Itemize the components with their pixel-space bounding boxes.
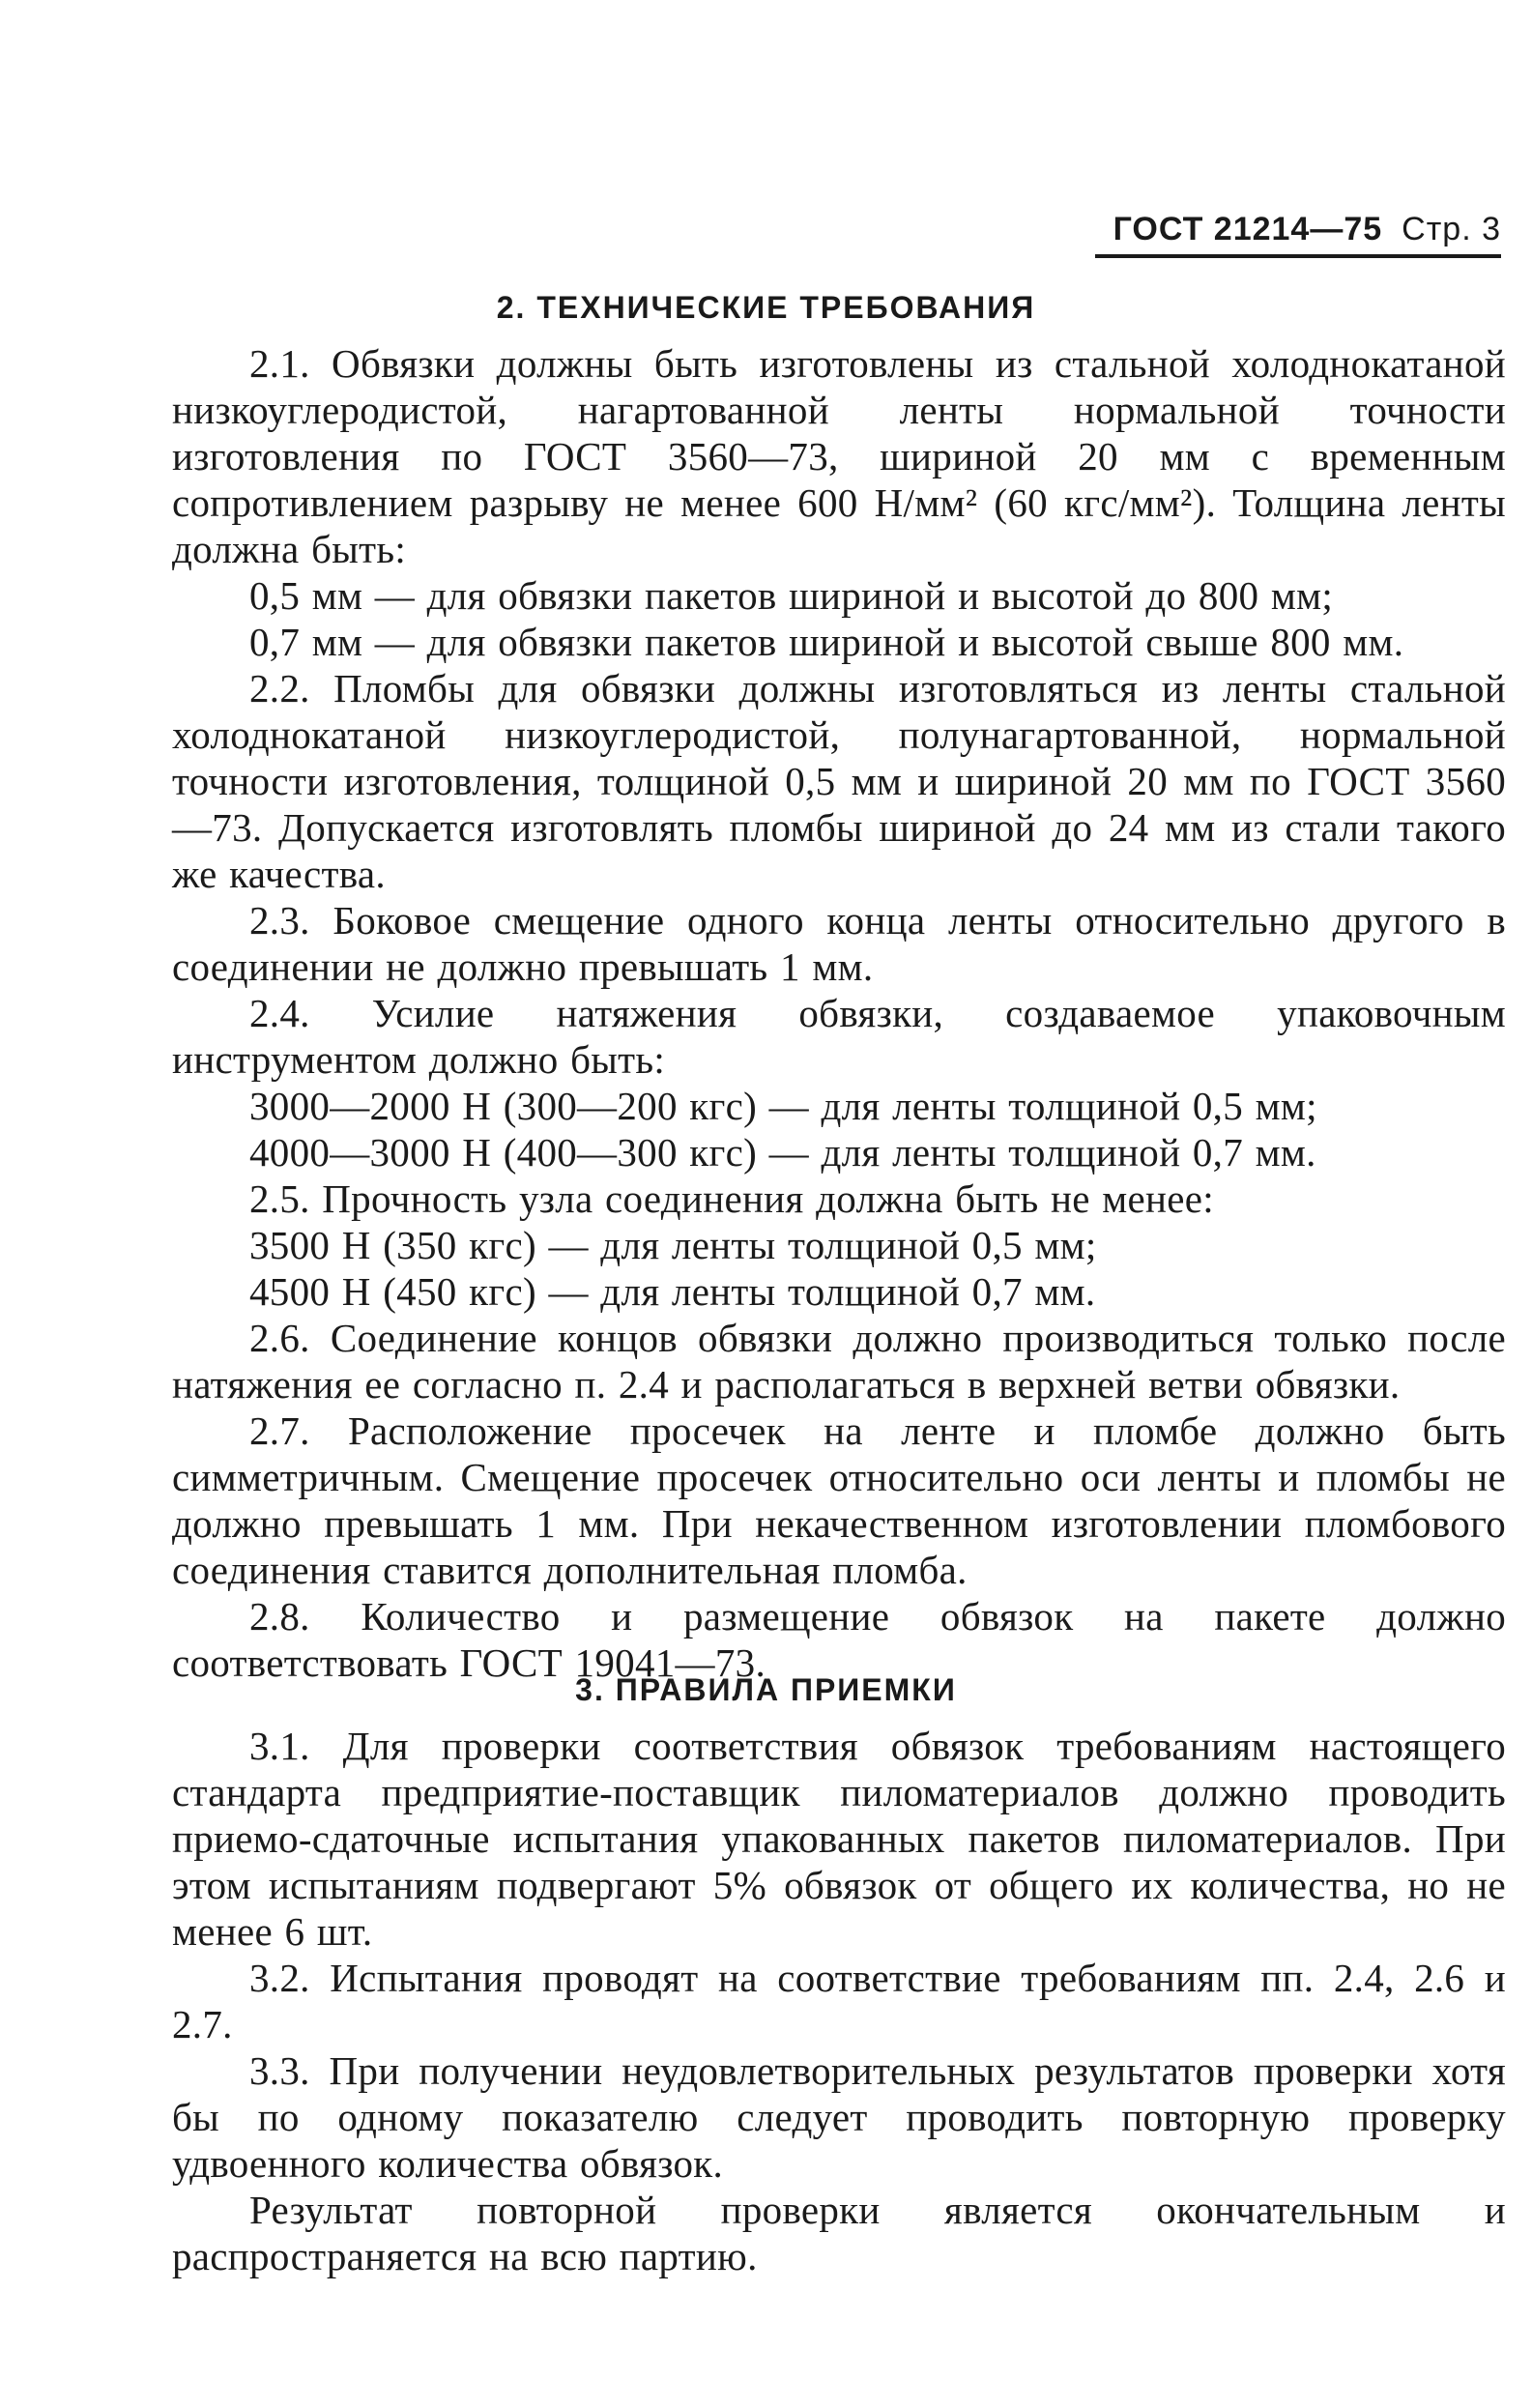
standard-code: ГОСТ 21214—75 (1113, 211, 1383, 247)
paragraph-3-2: 3.2. Испытания проводят на соответствие требованиям пп. 2.4, 2.6 и 2.7. (172, 1956, 1506, 2046)
thickness-item-1: 0,5 мм — для обвязки пакетов шириной и высотой до 800 мм; (249, 573, 1334, 618)
paragraph-3-1: 3.1. Для проверки соответствия обвязок требованиям настоящего стандарта предприятие-поставщик пиломатериалов должно проводить приемо-сдаточные испытания упакованных пакетов пиломатериалов. При этом испытаниям подвергают 5% обвязок от общего их количества, но не менее 6 шт. (172, 1724, 1506, 1954)
paragraph-2-3: 2.3. Боковое смещение одного конца ленты относительно другого в соединении не должно превышать 1 мм. (172, 898, 1506, 989)
section-3-title: 3. ПРАВИЛА ПРИЕМКИ (575, 1672, 957, 1707)
strength-item-2: 4500 Н (450 кгс) — для ленты толщиной 0,7 мм. (249, 1269, 1096, 1314)
section-2-body (172, 340, 1506, 1686)
paragraph-2-7: 2.7. Расположение просечек на ленте и пломбе должно быть симметричным. Смещение просечек относительно оси ленты и пломбы не должно превышать 1 мм. При некачественном изготовлении пломбового соединения ставится дополнительная пломба. (172, 1408, 1506, 1592)
page-number: Стр. 3 (1402, 211, 1501, 247)
page-header (1095, 211, 1501, 258)
tension-item-1: 3000—2000 Н (300—200 кгс) — для ленты толщиной 0,5 мм; (249, 1084, 1317, 1128)
thickness-item-2: 0,7 мм — для обвязки пакетов шириной и высотой свыше 800 мм. (249, 620, 1404, 664)
paragraph-2-8: 2.8. Количество и размещение обвязок на пакете должно соответствовать ГОСТ 19041—73. (172, 1594, 1506, 1685)
paragraph-2-4: 2.4. Усилие натяжения обвязки, создаваемое упаковочным инструментом должно быть: (172, 991, 1506, 1082)
strength-item-1: 3500 Н (350 кгс) — для ленты толщиной 0,5 мм; (249, 1223, 1097, 1267)
section-3-body (172, 1723, 1506, 2279)
paragraph-2-6: 2.6. Соединение концов обвязки должно производиться только после натяжения ее согласно п. 2.4 и располагаться в верхней ветви обвязки. (172, 1316, 1506, 1407)
paragraph-2-2: 2.2. Пломбы для обвязки должны изготовляться из ленты стальной холоднокатаной низкоуглеродистой, полунагартованной, нормальной точности изготовления, толщиной 0,5 мм и шириной 20 мм по ГОСТ 3560—73. Допускается изготовлять пломбы шириной до 24 мм из стали такого же качества. (172, 666, 1506, 896)
paragraph-2-1: 2.1. Обвязки должны быть изготовлены из стальной холоднокатаной низкоуглеродистой, нагартованной ленты нормальной точности изготовления по ГОСТ 3560—73, шириной 20 мм с временным сопротивлением разрыву не менее 600 Н/мм² (60 кгс/мм²). Толщина ленты должна быть: (172, 341, 1506, 571)
paragraph-3-3: 3.3. При получении неудовлетворительных результатов проверки хотя бы по одному показателю следует проводить повторную проверку удвоенного количества обвязок. (172, 2048, 1506, 2186)
tension-item-2: 4000—3000 Н (400—300 кгс) — для ленты толщиной 0,7 мм. (249, 1130, 1316, 1175)
section-2-title: 2. ТЕХНИЧЕСКИЕ ТРЕБОВАНИЯ (496, 290, 1036, 325)
paragraph-2-5: 2.5. Прочность узла соединения должна быть не менее: (249, 1176, 1214, 1221)
paragraph-3-final: Результат повторной проверки является окончательным и распространяется на всю партию. (172, 2188, 1506, 2278)
